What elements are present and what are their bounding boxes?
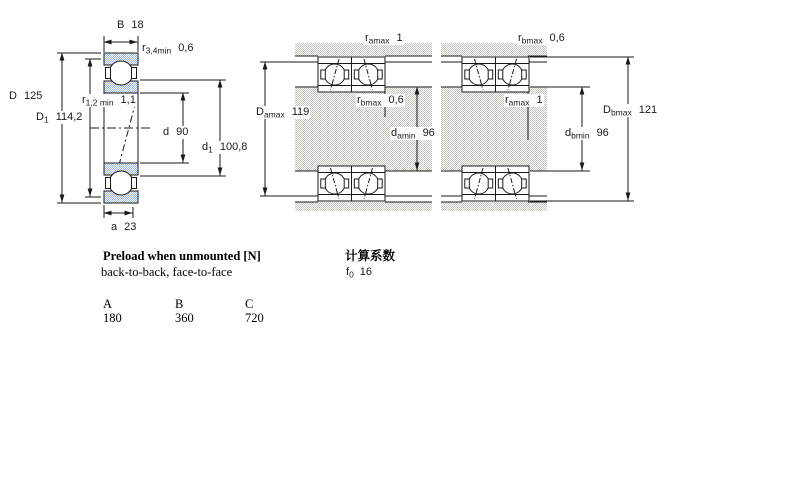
preload-column-C: C	[245, 297, 254, 311]
dim-label-a: a 23	[111, 221, 137, 233]
dim-label-rbmax-right: $r_{bmax}$ 0,6	[518, 32, 565, 46]
bearing-top-section	[104, 53, 138, 93]
dim-label-Damax: $D_{amax}$ 119	[256, 106, 310, 120]
preload-column-B: B	[175, 297, 184, 311]
bearing-bottom-section	[104, 163, 138, 203]
left-bearing-figure	[57, 36, 226, 218]
dim-label-dbmin: $d_{bmin}$ 96	[565, 127, 609, 141]
calculation-factors-title: 计算系数	[345, 249, 396, 263]
preload-value-A: 180	[103, 311, 122, 325]
dim-label-ramax-middle: $r_{amax}$ 1	[365, 32, 403, 46]
dim-label-r34min: $r_{3,4min}$ 0,6	[142, 42, 194, 56]
preload-subtitle: back-to-back, face-to-face	[101, 265, 233, 279]
preload-value-B: 360	[175, 311, 194, 325]
preload-value-C: 720	[245, 311, 264, 325]
dim-label-rbmax-middle: $r_{bmax}$ 0,6	[357, 94, 404, 108]
dim-label-d1: $d_1$ 100,8	[202, 141, 248, 155]
dim-label-ramax-right: $r_{amax}$ 1	[505, 94, 543, 108]
preload-title: Preload when unmounted [N]	[103, 249, 261, 263]
dim-label-damin: $d_{amin}$ 96	[391, 127, 435, 141]
preload-column-A: A	[103, 297, 113, 311]
dim-label-outer-diameter-D: D 125	[9, 90, 43, 102]
dim-label-Dbmax: $D_{bmax}$ 121	[603, 104, 658, 118]
dim-label-bore-diameter-d: d 90	[163, 126, 189, 138]
dim-label-r12min: $r_{1,2 min}$ 1,1	[82, 94, 136, 108]
dim-label-width-B: B 18	[117, 19, 144, 31]
dim-label-D1: $D_1$ 114,2	[36, 111, 83, 125]
calculation-factor-f0: $f_0$ 16	[346, 266, 373, 280]
